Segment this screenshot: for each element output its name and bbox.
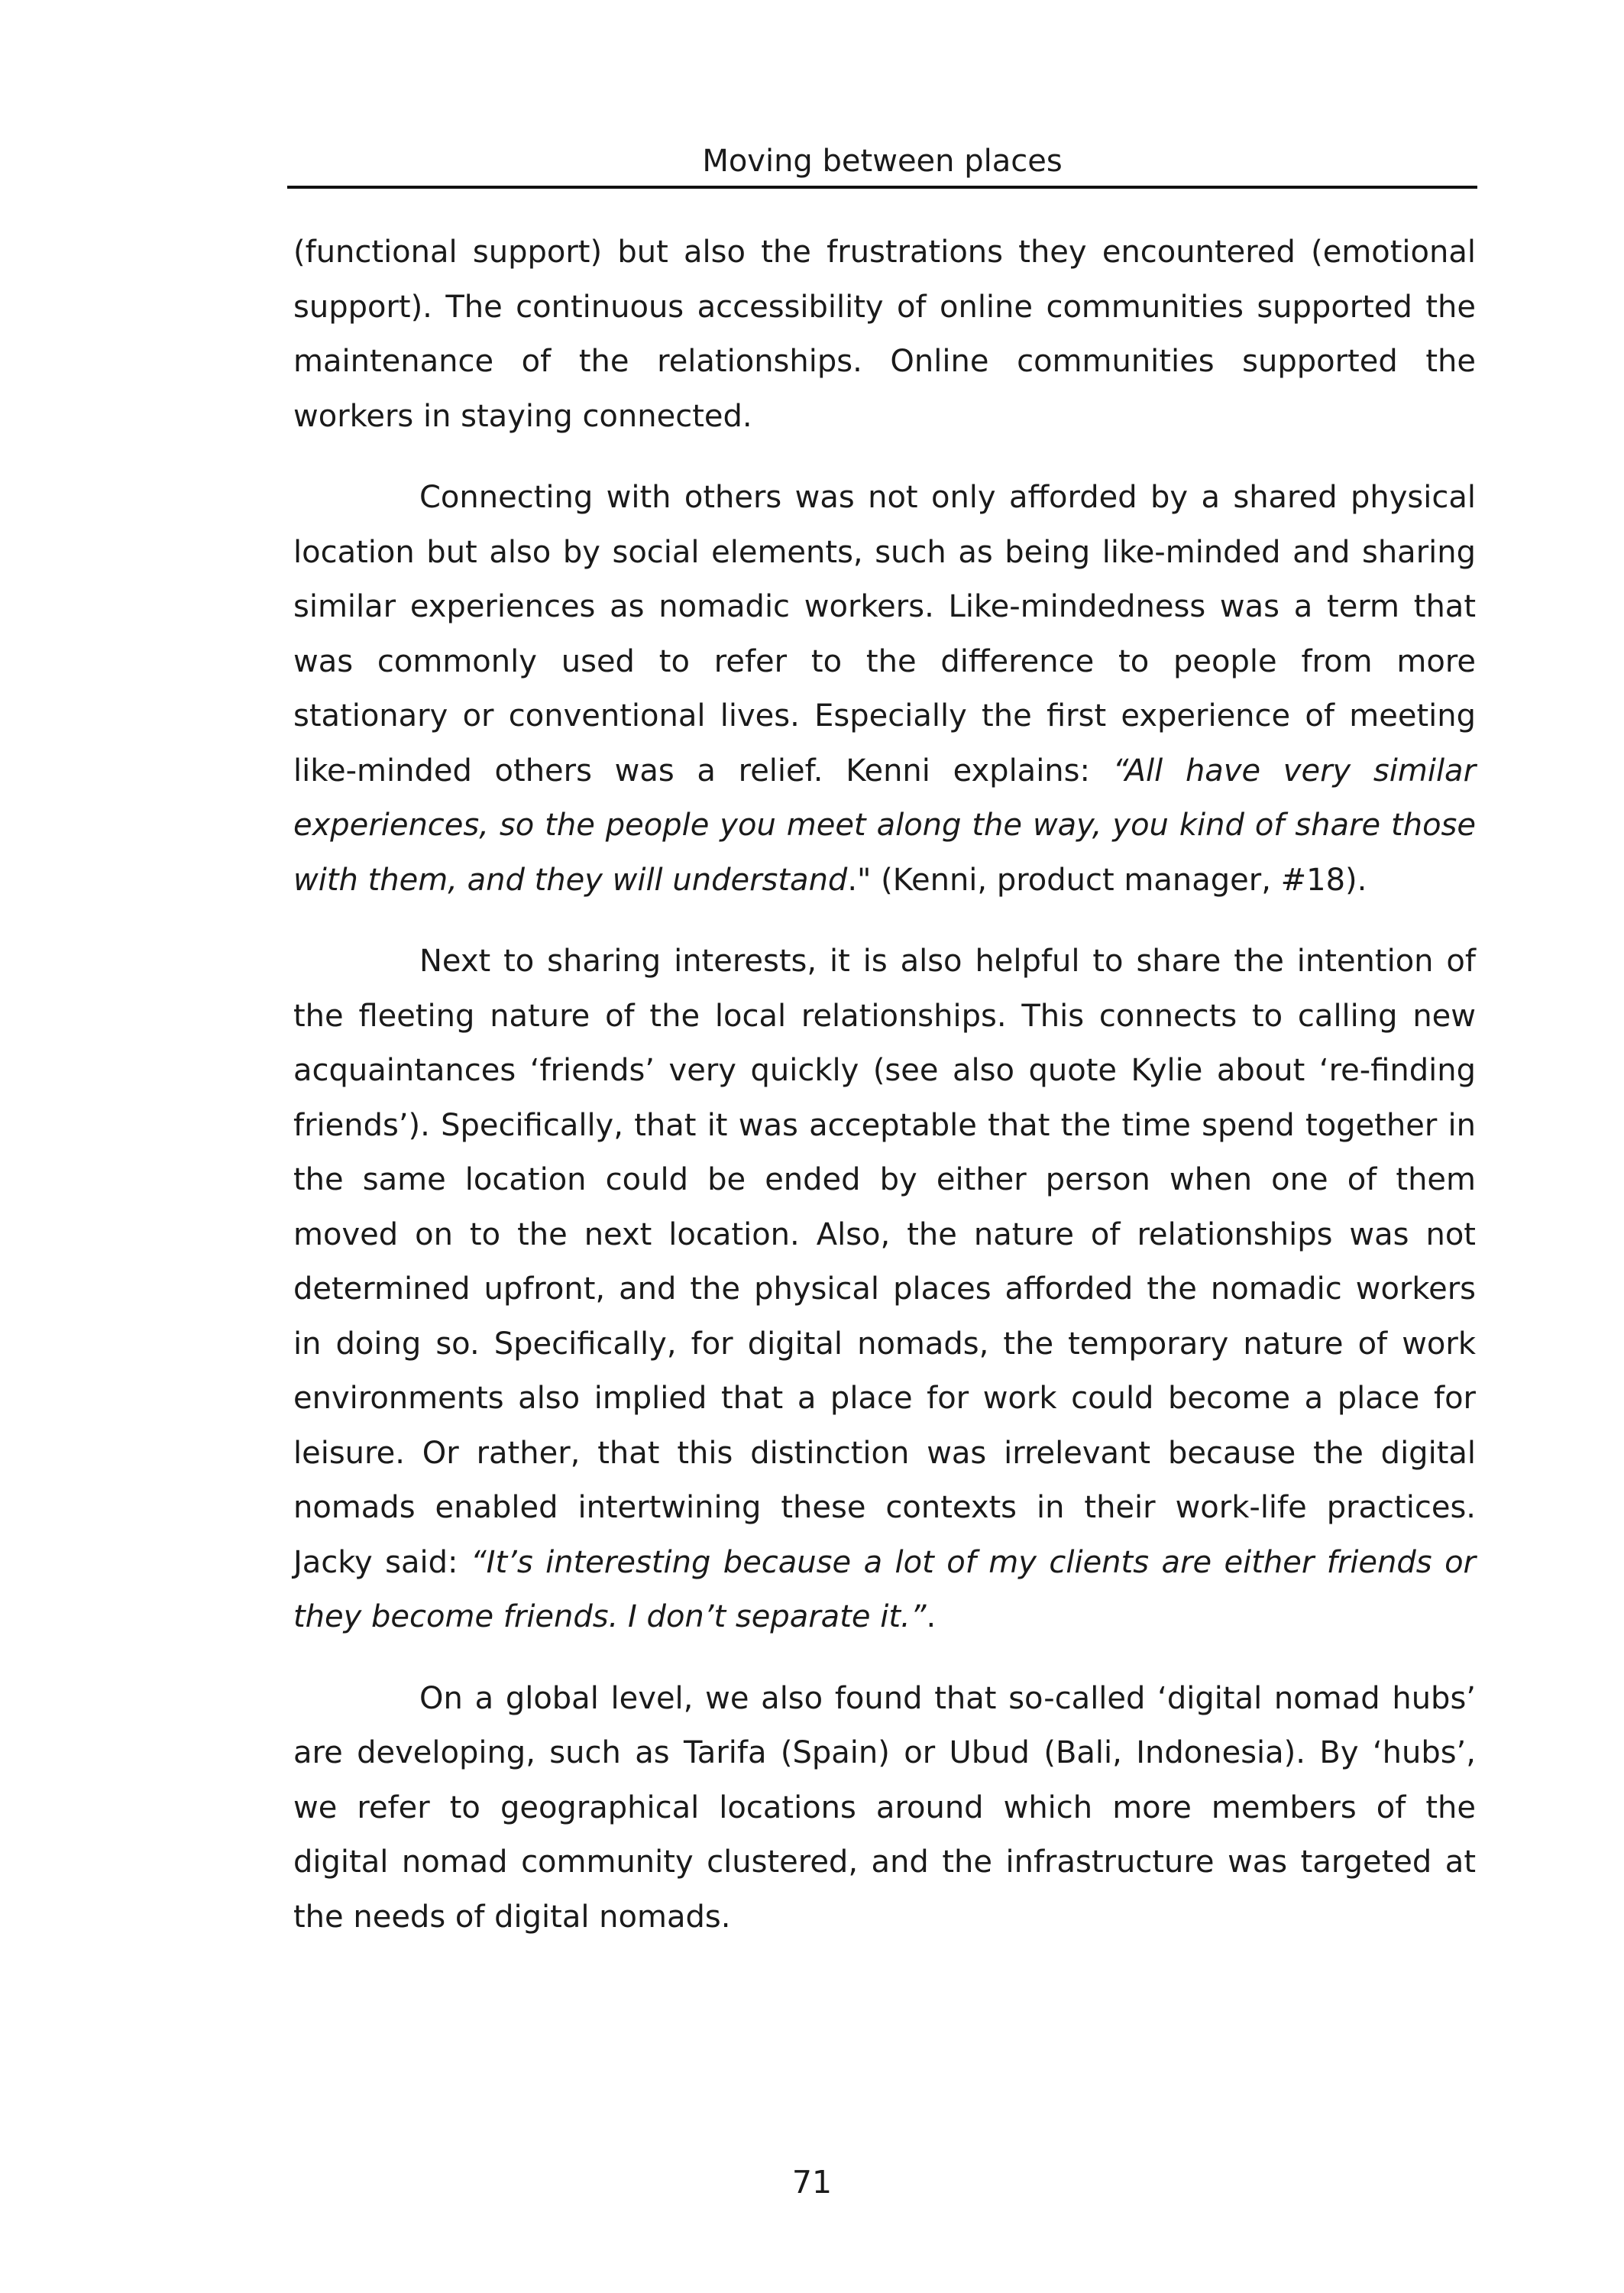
paragraph-4-text: On a global level, we also found that so-called ‘digital nomad hubs’ are developing, such as Tarifa (Spain) or Ubud (Bali, Indonesia). By ‘hubs’, we refer to geographical locations around which more members of the digital nomad community clustered, and the infrastructure was targeted at the needs of digital nomads. bbox=[293, 1680, 1476, 1935]
paragraph-3-end: . bbox=[926, 1599, 937, 1634]
kenni-quote: “All have very similar experiences, so the people you meet along the way, you kind of share those with them, and they will understand bbox=[293, 753, 1477, 898]
paragraph-3-text: Next to sharing interests, it is also helpful to share the intention of the fleeting nature of the local relationships. This connects to calling new acquaintances ‘friends’ very quickly (see also quote Kylie about ‘re-finding friends’). Specifically, that it was acceptable that the time spend together in the same location could be ended by either person when one of them moved on to the next location. Also, the nature of relationships was not determined upfront, and the physical places afforded the nomadic workers in doing so. Specifically, for digital nomads, the temporary nature of work environments also implied that a place for work could become a place for leisure. Or rather, that this distinction was irrelevant because the digital nomads enabled intertwining these contexts in their work-life practices. Jacky said: bbox=[293, 944, 1476, 1580]
kenni-citation: ." (Kenni, product manager, #18). bbox=[847, 862, 1367, 898]
paragraph-3 bbox=[293, 934, 1476, 1645]
paragraph-2-text: Connecting with others was not only afforded by a shared physical location but also by social elements, such as being like-minded and sharing similar experiences as nomadic workers. Like-mindedness was a term that was commonly used to refer to the difference to people from more stationary or conventional lives. Especially the first experience of meeting like-minded others was a relief. Kenni explains: bbox=[293, 480, 1476, 789]
jacky-quote: “It’s interesting because a lot of my clients are either friends or they become friends. I don’t separate it.” bbox=[293, 1544, 1476, 1634]
paragraph-1 bbox=[293, 225, 1476, 444]
running-header: Moving between places bbox=[702, 144, 1063, 179]
page-number: 71 bbox=[791, 2164, 833, 2201]
header-rule bbox=[287, 186, 1477, 189]
body-text bbox=[293, 225, 1476, 1971]
paragraph-1-text: (functional support) but also the frustrations they encountered (emotional support). The continuous accessibility of online communities supported the maintenance of the relationships. Online communities supported the workers in staying connected. bbox=[293, 235, 1476, 434]
paragraph-4 bbox=[293, 1672, 1476, 1945]
paragraph-2 bbox=[293, 471, 1476, 908]
